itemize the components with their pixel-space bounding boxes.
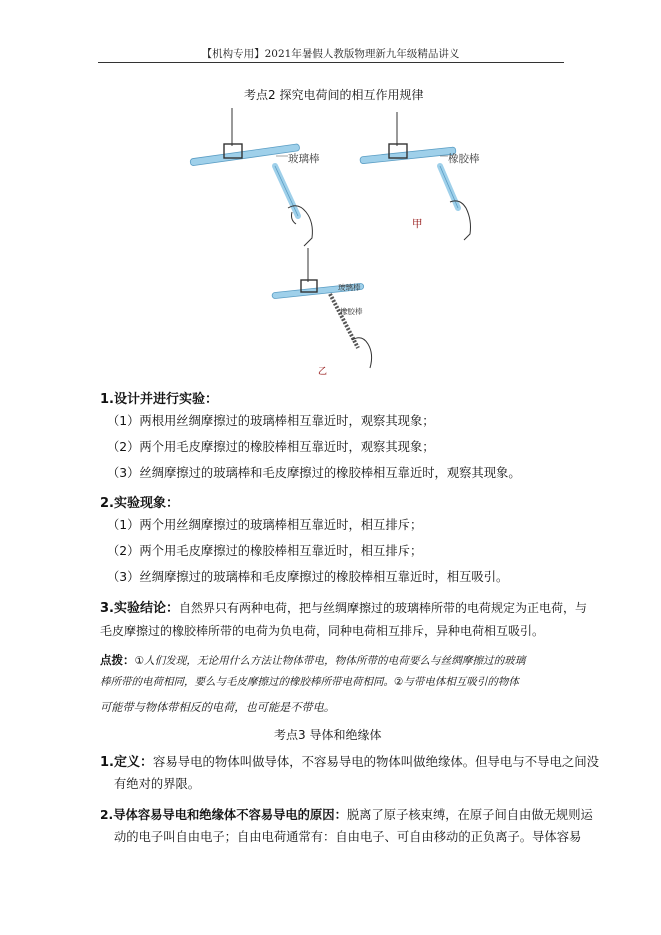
phenomena-item-1: （1）两个用丝绸摩擦过的玻璃棒相互靠近时，相互排斥； [107, 518, 423, 532]
figure-glass-glass [180, 108, 350, 248]
conclusion-para [100, 597, 587, 616]
label-rubber-rod: 橡胶棒 [448, 153, 480, 165]
phenomena-item-2: （2）两个用毛皮摩擦过的橡胶棒相互靠近时，相互排斥； [107, 544, 423, 558]
definition-line-1: 容易导电的物体叫做导体，不容易导电的物体叫做绝缘体。但导电与不导电之间没 [152, 754, 600, 769]
tips-line-2: 棒所带的电荷相同，要么与毛皮摩擦过的橡胶棒所带电荷相同。②与带电体相互吸引的物体 [100, 676, 519, 688]
definition-para [100, 751, 599, 770]
section-title-3: 考点3 导体和绝缘体 [274, 728, 382, 742]
label-yi: 乙 [318, 367, 328, 377]
phenomena-item-3: （3）丝绸摩擦过的玻璃棒和毛皮摩擦过的橡胶棒相互靠近时，相互吸引。 [107, 570, 509, 584]
reason-heading: 2.导体容易导电和绝缘体不容易导电的原因： [100, 808, 347, 822]
reason-line-1: 脱离了原子核束缚，在原子间自由做无规则运 [346, 808, 593, 822]
tips-line-3: 可能带与物体带相反的电荷，也可能是不带电。 [100, 701, 335, 714]
page-header: 【机构专用】2021年暑假人教版物理新九年级精品讲义 [201, 48, 460, 60]
suspended-rubber-rod [360, 147, 456, 164]
label-rubber-rod-small: 橡胶棒 [340, 307, 363, 316]
tips-heading: 点拨： [100, 653, 135, 667]
tips-para [100, 649, 525, 668]
hand-icon [288, 206, 312, 246]
header-divider [98, 62, 564, 63]
phenomena-heading: 2.实验现象： [100, 496, 179, 511]
tips-line-1: ①人们发现，无论用什么方法让物体带电，物体所带的电荷要么与丝绸摩擦过的玻璃 [134, 655, 526, 667]
definition-line-2: 有绝对的界限。 [114, 777, 201, 791]
design-item-2: （2）两个用毛皮摩擦过的橡胶棒相互靠近时，观察其现象； [107, 440, 435, 454]
hand-rubber-rod [330, 294, 358, 348]
reason-para [100, 804, 593, 823]
design-item-3: （3）丝绸摩擦过的玻璃棒和毛皮摩擦过的橡胶棒相互靠近时，观察其现象。 [107, 466, 521, 480]
conclusion-line-1: 自然界只有两种电荷，把与丝绸摩擦过的玻璃棒所带的电荷规定为正电荷，与 [178, 601, 587, 615]
definition-heading: 1.定义： [100, 755, 153, 770]
conclusion-line-2: 毛皮摩擦过的橡胶棒所带的电荷为负电荷，同种电荷相互排斥，异种电荷相互吸引。 [100, 624, 545, 638]
reason-line-2: 动的电子叫自由电子；自由电荷通常有：自由电子、可自由移动的正负离子。导体容易 [114, 830, 582, 844]
section-title-2: 考点2 探究电荷间的相互作用规律 [244, 88, 424, 102]
suspended-glass-rod [190, 144, 300, 166]
design-heading: 1.设计并进行实验： [100, 392, 218, 407]
label-glass-rod-small: 玻璃棒 [338, 283, 361, 292]
label-glass-rod: 玻璃棒 [288, 153, 320, 165]
design-item-1: （1）两根用丝绸摩擦过的玻璃棒相互靠近时，观察其现象； [107, 414, 435, 428]
label-jia: 甲 [412, 218, 423, 230]
conclusion-heading: 3.实验结论： [100, 601, 179, 616]
figure-glass-rubber [268, 248, 398, 378]
